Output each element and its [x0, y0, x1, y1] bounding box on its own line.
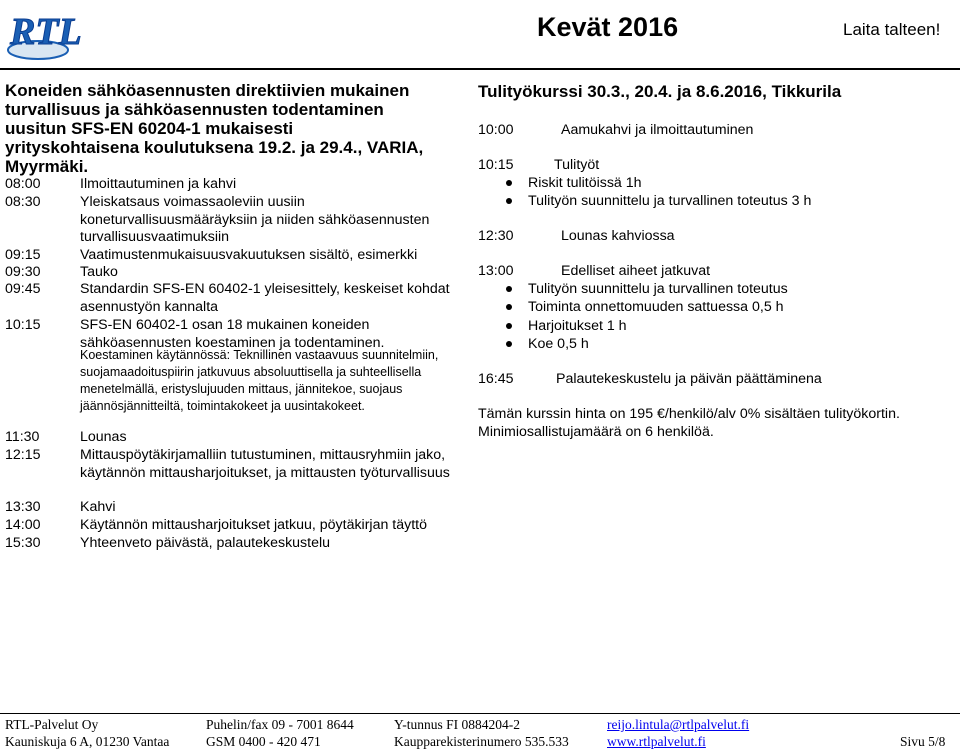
bullet-text: Tulityön suunnittelu ja turvallinen toteutus 3 h: [528, 193, 812, 209]
footer-ytunnus: Y-tunnus FI 0884204-2: [394, 717, 521, 732]
left-schedule: [5, 0, 465, 560]
schedule-row: [478, 371, 958, 389]
schedule-text: Lounas: [80, 429, 127, 445]
footer-web-link[interactable]: www.rtlpalvelut.fi: [607, 734, 706, 749]
bullet-text: Riskit tulitöissä 1h: [528, 175, 642, 191]
bullet-text: Koe 0,5 h: [528, 336, 589, 352]
schedule-text: Yhteenveto päivästä, palautekeskustelu: [80, 535, 331, 551]
footer-email-link[interactable]: reijo.lintula@rtlpalvelut.fi: [607, 717, 750, 732]
schedule-time: 09:15: [5, 247, 41, 263]
schedule-row: [478, 263, 958, 281]
bullet-item: [478, 281, 958, 299]
bullet-text: Toiminta onnettomuuden sattuessa 0,5 h: [528, 299, 784, 315]
schedule-time: 08:30: [5, 194, 41, 210]
schedule-text: Käytännön mittausharjoitukset jatkuu, pöytäkirjan täyttö: [80, 517, 427, 533]
schedule-time: 10:15: [5, 317, 41, 333]
schedule-time: 10:00: [478, 122, 514, 138]
footer-address: Kauniskuja 6 A, 01230 Vantaa: [5, 734, 170, 749]
page-title: Kevät 2016: [537, 12, 679, 42]
schedule-text: Standardin SFS-EN 60402-1 yleisesittely, keskeiset kohdat asennustyön kannalta: [80, 281, 450, 315]
schedule-text: Vaatimustenmukaisuusvakuutuksen sisältö, esimerkki: [80, 247, 418, 263]
schedule-time: 11:30: [5, 429, 40, 445]
schedule-time: 09:45: [5, 281, 41, 297]
schedule-time: 14:00: [5, 517, 41, 533]
schedule-text: Ilmoittautuminen ja kahvi: [80, 176, 237, 192]
schedule-time: 12:30: [478, 228, 514, 244]
schedule-note: Koestaminen käytännössä: Teknillinen vastaavuus suunnitelmiin, suojamaadoituspiirin jatkuvuus absoluuttisella ja suhteellisella menetelmällä, eristyslujuuden mittaus, jännitekoe, suojaus jäännösjännitteiltä, toimintakokeet ja uusintakokeet.: [80, 348, 439, 413]
bullet-item: [478, 299, 958, 317]
bullet-item: [478, 193, 958, 211]
right-course-heading: Tulityökurssi 30.3., 20.4. ja 8.6.2016, Tikkurila: [478, 82, 842, 101]
footer-phone: Puhelin/fax 09 - 7001 8644: [206, 717, 354, 732]
price-note: Tämän kurssin hinta on 195 €/henkilö/alv 0% sisältäen tulityökortin. Minimiosallistujamäärä on 6 henkilöä.: [478, 406, 900, 440]
schedule-row: [478, 228, 958, 246]
schedule-time: 15:30: [5, 535, 41, 551]
schedule-time: 13:30: [5, 499, 41, 515]
logo-text: RTL: [10, 11, 82, 53]
schedule-time: 16:45: [478, 371, 514, 387]
footer-kaupparekisteri: Kaupparekisterinumero 535.533: [394, 734, 569, 749]
bullet-text: Tulityön suunnittelu ja turvallinen toteutus: [528, 281, 788, 297]
schedule-text: Edelliset aiheet jatkuvat: [561, 263, 711, 279]
right-schedule: [478, 0, 958, 560]
schedule-time: 13:00: [478, 263, 514, 279]
left-course-heading: Koneiden sähköasennusten direktiivien mukainen turvallisuus ja sähköasennusten todentaminen uusitun SFS-EN 60204-1 mukaisesti yrityskohtaisena koulutuksena 19.2. ja 29.4., VARIA, Myyrmäki.: [5, 81, 424, 176]
schedule-row: [478, 122, 958, 140]
footer-company: RTL-Palvelut Oy: [5, 717, 99, 732]
schedule-text: Aamukahvi ja ilmoittautuminen: [561, 122, 754, 138]
schedule-text: Mittauspöytäkirjamalliin tutustuminen, mittausryhmiin jako, käytännön mittausharjoitukset, ja mittausten työturvallisuus: [80, 447, 450, 481]
page-number: Sivu 5/8: [900, 734, 946, 749]
schedule-text: Tulityöt: [554, 157, 600, 173]
footer-gsm: GSM 0400 - 420 471: [206, 734, 321, 749]
bullet-text: Harjoitukset 1 h: [528, 318, 627, 334]
schedule-time: 09:30: [5, 264, 41, 280]
schedule-time: 12:15: [5, 447, 41, 463]
schedule-text: Kahvi: [80, 499, 116, 515]
schedule-text: Yleiskatsaus voimassaoleviin uusiin koneturvallisuusmääräyksiin ja niiden sähköasennusten turvallisuusvaatimuksiin: [80, 194, 430, 245]
schedule-text: Palautekeskustelu ja päivän päättäminena: [556, 371, 822, 387]
footer-divider: [0, 713, 960, 714]
schedule-time: 08:00: [5, 176, 41, 192]
bullet-item: [478, 318, 958, 336]
schedule-text: Lounas kahviossa: [561, 228, 675, 244]
schedule-text: SFS-EN 60402-1 osan 18 mukainen koneiden sähköasennusten koestaminen ja todentaminen.: [80, 317, 385, 351]
save-hint: Laita talteen!: [843, 20, 941, 39]
schedule-text: Tauko: [80, 264, 118, 280]
bullet-item: [478, 336, 958, 354]
schedule-row: [478, 157, 958, 175]
schedule-time: 10:15: [478, 157, 514, 173]
bullet-item: [478, 175, 958, 193]
